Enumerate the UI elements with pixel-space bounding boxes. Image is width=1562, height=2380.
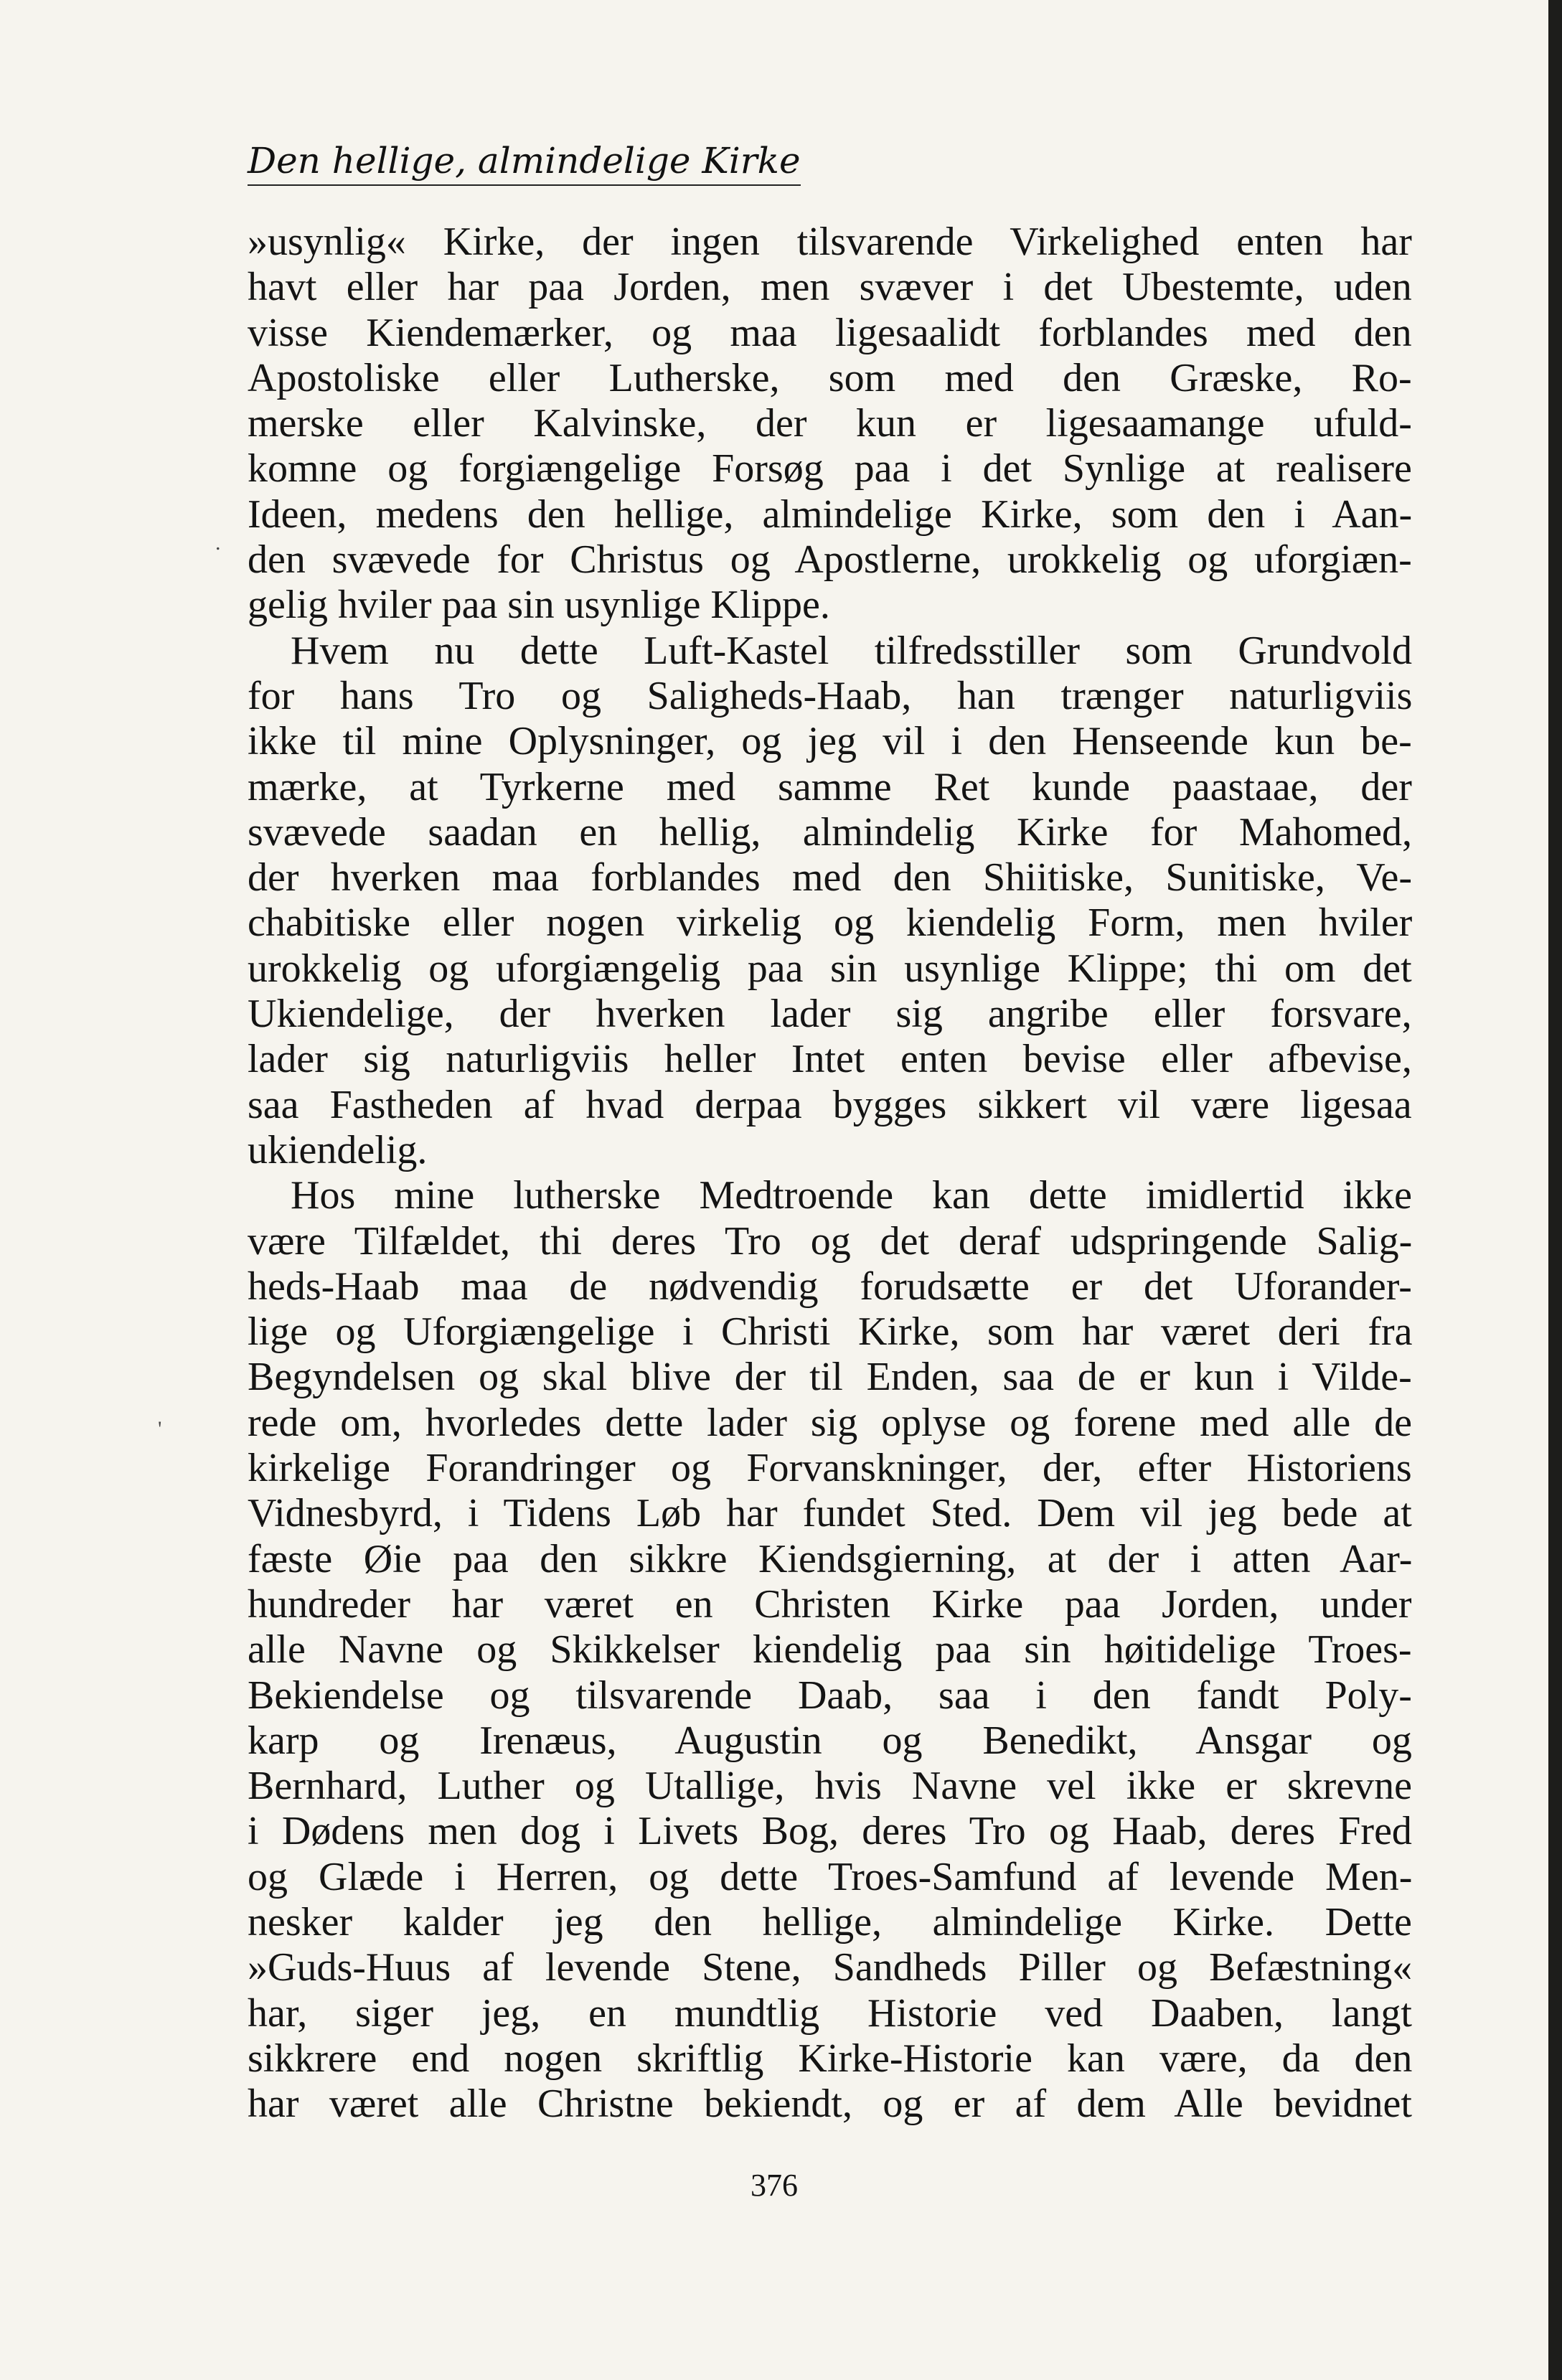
text-line: lader sig naturligviis heller Intet enten bevise eller afbevise, — [248, 1037, 1412, 1082]
running-header: Den hellige, almindelige Kirke — [248, 140, 801, 186]
text-line: urokkelig og uforgiængelig paa sin usynlige Klippe; thi om det — [248, 946, 1412, 991]
text-line: Vidnesbyrd, i Tidens Løb har fundet Sted. Dem vil jeg bede at — [248, 1491, 1412, 1536]
text-line: har, siger jeg, en mundtlig Historie ved Daaben, langt — [248, 1990, 1412, 2036]
text-line: nesker kalder jeg den hellige, almindelige Kirke. Dette — [248, 1899, 1412, 1944]
text-line: Apostoliske eller Lutherske, som med den Græske, Ro- — [248, 355, 1412, 400]
text-line: Begyndelsen og skal blive der til Enden, saa de er kun i Vilde- — [248, 1355, 1412, 1400]
text-line: kirkelige Forandringer og Forvanskninger, der, efter Historiens — [248, 1446, 1412, 1491]
text-line: »usynlig« Kirke, der ingen tilsvarende Virkelighed enten har — [248, 220, 1412, 264]
body-text — [248, 220, 1412, 2127]
text-line: sikkrere end nogen skriftlig Kirke-Historie kan være, da den — [248, 2036, 1413, 2081]
margin-mark: ' — [158, 1417, 162, 1441]
text-line: havt eller har paa Jorden, men svæver i det Ubestemte, uden — [248, 265, 1412, 310]
text-line: Hos mine lutherske Medtroende kan dette imidlertid ikke — [291, 1173, 1412, 1218]
text-line: være Tilfældet, thi deres Tro og det deraf udspringende Salig- — [248, 1218, 1413, 1264]
text-line: svævede saadan en hellig, almindelig Kirke for Mahomed, — [248, 809, 1412, 855]
text-line: ikke til mine Oplysninger, og jeg vil i den Henseende kun be- — [248, 719, 1412, 764]
text-line: karp og Irenæus, Augustin og Benedikt, Ansgar og — [248, 1718, 1412, 1763]
text-line: alle Navne og Skikkelser kiendelig paa sin høitidelige Troes- — [248, 1627, 1412, 1673]
text-line: visse Kiendemærker, og maa ligesaalidt forblandes med den — [248, 310, 1412, 355]
page-number: 376 — [751, 2168, 798, 2203]
text-line: fæste Øie paa den sikkre Kiendsgierning, at der i atten Aar- — [248, 1536, 1413, 1581]
text-line: ukiendelig. — [248, 1127, 428, 1172]
text-line: mærke, at Tyrkerne med samme Ret kunde paastaae, der — [248, 764, 1412, 809]
text-line: Hvem nu dette Luft-Kastel tilfredsstiller som Grundvold — [291, 628, 1412, 673]
text-line: der hverken maa forblandes med den Shiitiske, Sunitiske, Ve- — [248, 855, 1412, 900]
text-line: lige og Uforgiængelige i Christi Kirke, som har været deri fra — [248, 1309, 1413, 1355]
text-line: den svævede for Christus og Apostlerne, urokkelig og uforgiæn- — [248, 537, 1412, 583]
text-line: har været alle Christne bekiendt, og er af dem Alle bevidnet — [248, 2082, 1412, 2127]
text-line: for hans Tro og Saligheds-Haab, han trænger naturligviis — [248, 673, 1413, 718]
text-line: saa Fastheden af hvad derpaa bygges sikkert vil være ligesaa — [248, 1082, 1412, 1127]
text-line: Bekiendelse og tilsvarende Daab, saa i den fandt Poly- — [248, 1673, 1412, 1718]
text-line: og Glæde i Herren, og dette Troes-Samfund af levende Men- — [248, 1854, 1413, 1899]
text-line: Bernhard, Luther og Utallige, hvis Navne vel ikke er skrevne — [248, 1764, 1413, 1809]
text-line: Ideen, medens den hellige, almindelige Kirke, som den i Aan- — [248, 491, 1413, 537]
text-line: i Dødens men dog i Livets Bog, deres Tro og Haab, deres Fred — [248, 1809, 1412, 1854]
text-line: merske eller Kalvinske, der kun er ligesaamange ufuld- — [248, 401, 1412, 446]
text-line: rede om, hvorledes dette lader sig oplyse og forene med alle de — [248, 1400, 1413, 1445]
text-line: chabitiske eller nogen virkelig og kiendelig Form, men hviler — [248, 900, 1413, 946]
text-line: heds-Haab maa de nødvendig forudsætte er det Uforander- — [248, 1264, 1412, 1309]
text-line: komne og forgiængelige Forsøg paa i det Synlige at realisere — [248, 446, 1412, 491]
text-line: »Guds-Huus af levende Stene, Sandheds Piller og Befæstning« — [248, 1945, 1413, 1990]
text-line: Ukiendelige, der hverken lader sig angribe eller forsvare, — [248, 992, 1412, 1037]
text-line: gelig hviler paa sin usynlige Klippe. — [248, 583, 830, 628]
text-line: hundreder har været en Christen Kirke paa Jorden, under — [248, 1581, 1412, 1627]
margin-mark: . — [215, 531, 221, 555]
